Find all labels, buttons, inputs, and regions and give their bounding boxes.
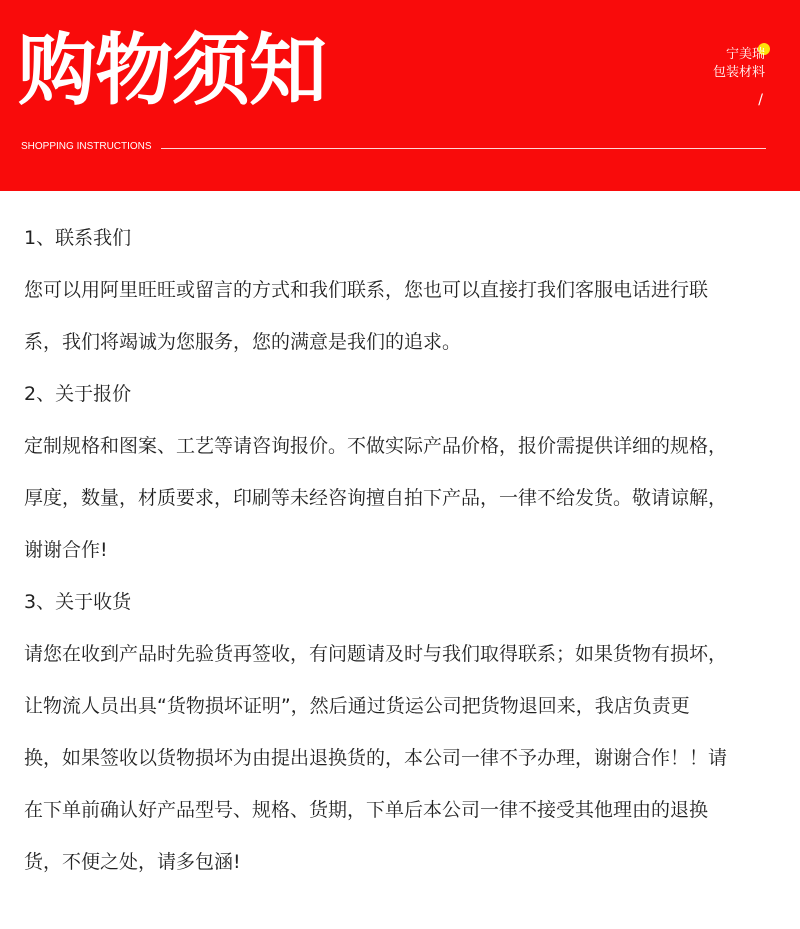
paragraph-line: 谢谢合作!	[24, 539, 108, 561]
paragraph-line: 让物流人员出具“货物损坏证明”，然后通过货运公司把货物退回来，我店负责更	[24, 695, 690, 717]
section-heading-receiving: 3、关于收货	[24, 591, 132, 613]
brand-name: 宁美瑞	[725, 47, 765, 62]
page-subtitle: SHOPPING INSTRUCTIONS	[21, 141, 152, 152]
brand-tagline: 包装材料	[712, 65, 765, 80]
paragraph-line: 请您在收到产品时先验货再签收，有问题请及时与我们取得联系；如果货物有损坏，	[24, 643, 728, 665]
section-heading-quote: 2、关于报价	[24, 383, 132, 405]
paragraph-line: 货，不便之处，请多包涵!	[24, 851, 241, 873]
header-divider	[161, 148, 766, 149]
paragraph-line: 在下单前确认好产品型号、规格、货期，下单后本公司一律不接受其他理由的退换	[24, 799, 709, 821]
section-heading-contact: 1、联系我们	[24, 227, 132, 249]
paragraph-line: 厚度，数量，材质要求，印刷等未经咨询擅自拍下产品，一律不给发货。敬请谅解，	[24, 487, 728, 509]
page-title: 购物须知	[18, 26, 327, 116]
paragraph-line: 您可以用阿里旺旺或留言的方式和我们联系，您也可以直接打我们客服电话进行联	[24, 279, 709, 301]
header-banner	[0, 0, 800, 191]
brand-logo	[713, 46, 765, 82]
brand-slash-mark: /	[758, 92, 763, 108]
paragraph-line: 定制规格和图案、工艺等请咨询报价。不做实际产品价格，报价需提供详细的规格，	[24, 435, 728, 457]
instructions-body	[24, 212, 776, 888]
paragraph-line: 换，如果签收以货物损坏为由提出退换货的，本公司一律不予办理，谢谢合作！！请	[24, 747, 728, 769]
paragraph-line: 系，我们将竭诚为您服务，您的满意是我们的追求。	[24, 331, 462, 353]
